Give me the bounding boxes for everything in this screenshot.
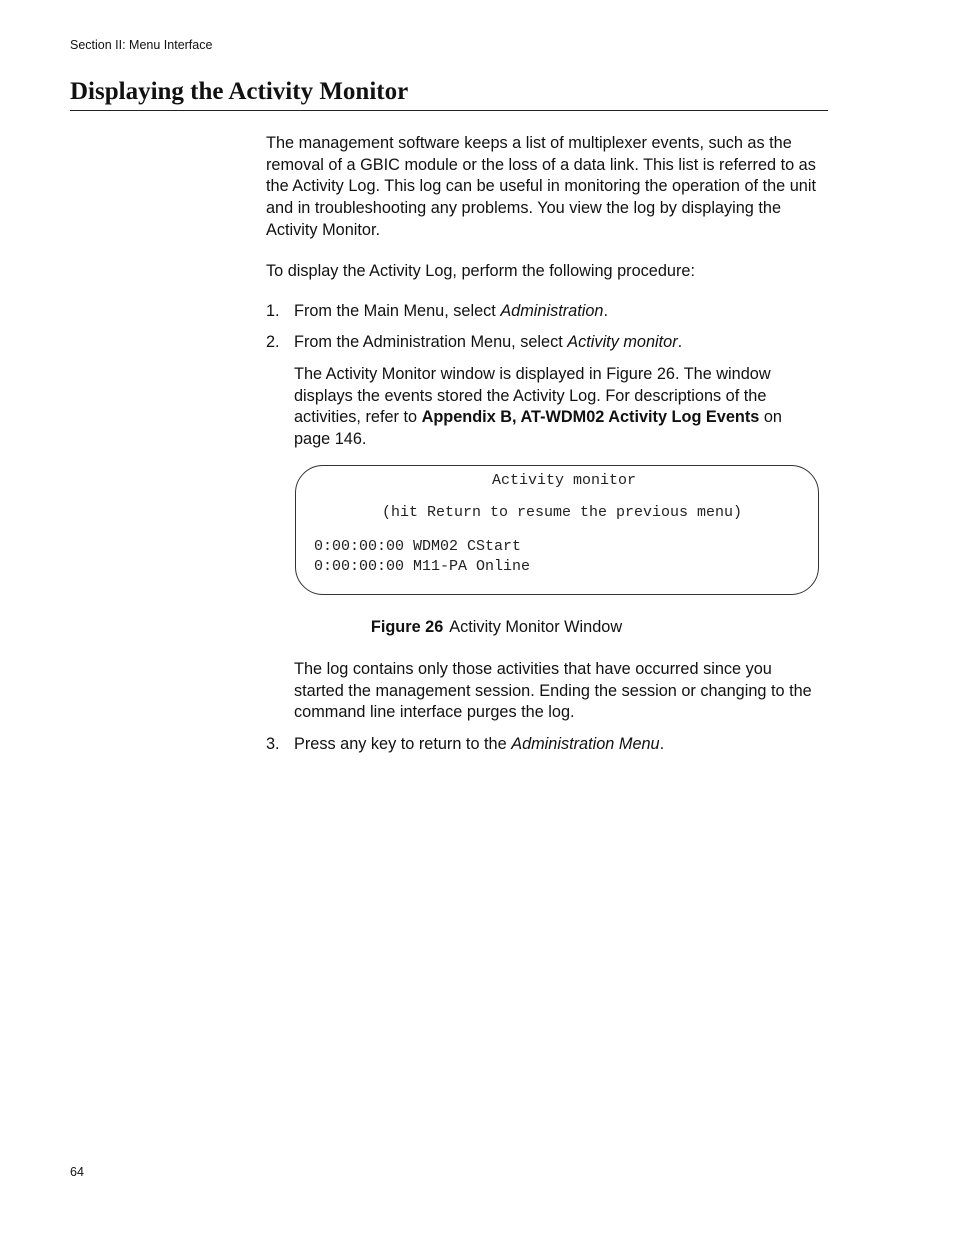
activity-monitor-window [295, 465, 819, 595]
step-text: Press any key to return to the [294, 735, 512, 753]
menu-item-reference: Administration [500, 302, 604, 320]
appendix-reference: Appendix B, AT-WDM02 Activity Log Events [421, 408, 760, 427]
figure-caption-text: Activity Monitor Window [449, 618, 623, 636]
post-figure-paragraph: The log contains only those activities that have occurred since you started the management session. Ending the session or changing to the command line interface purges the log. [294, 660, 812, 722]
monitor-title: Activity monitor [491, 472, 637, 489]
page-number: 64 [70, 1165, 84, 1179]
menu-item-reference: Activity monitor [567, 333, 678, 351]
step-text: From the Administration Menu, select [294, 333, 568, 351]
monitor-hint: (hit Return to resume the previous menu) [381, 504, 743, 521]
figure-label: Figure 26 [370, 618, 444, 636]
menu-item-reference: Administration Menu [511, 735, 660, 753]
step-number: 3. [266, 735, 280, 753]
step-number: 2. [266, 333, 280, 351]
figure-caption [0, 618, 954, 637]
activity-log-list [314, 537, 530, 576]
step-2-detail: The Activity Monitor window is displayed in Figure 26. The window displays the events stored the Activity Log. For descriptions of the activities, refer to Appendix B, AT-WDM02 Activity Log Events on page 146. [294, 365, 782, 449]
page-title: Displaying the Activity Monitor [70, 76, 828, 111]
intro-paragraph: The management software keeps a list of multiplexer events, such as the removal of a GBIC module or the loss of a data link. This list is referred to as the Activity Log. This log can be useful in monitoring the operation of the unit and in troubleshooting any problems. You view the log by displaying the Activity Monitor. [266, 134, 816, 239]
log-entry: 0:00:00:00 WDM02 CStart [314, 538, 522, 555]
log-entry: 0:00:00:00 M11-PA Online [314, 557, 531, 575]
step-number: 1. [266, 302, 280, 320]
procedure-intro: To display the Activity Log, perform the following procedure: [266, 262, 695, 280]
running-header: Section II: Menu Interface [70, 38, 213, 52]
step-text: From the Main Menu, select [294, 302, 501, 320]
